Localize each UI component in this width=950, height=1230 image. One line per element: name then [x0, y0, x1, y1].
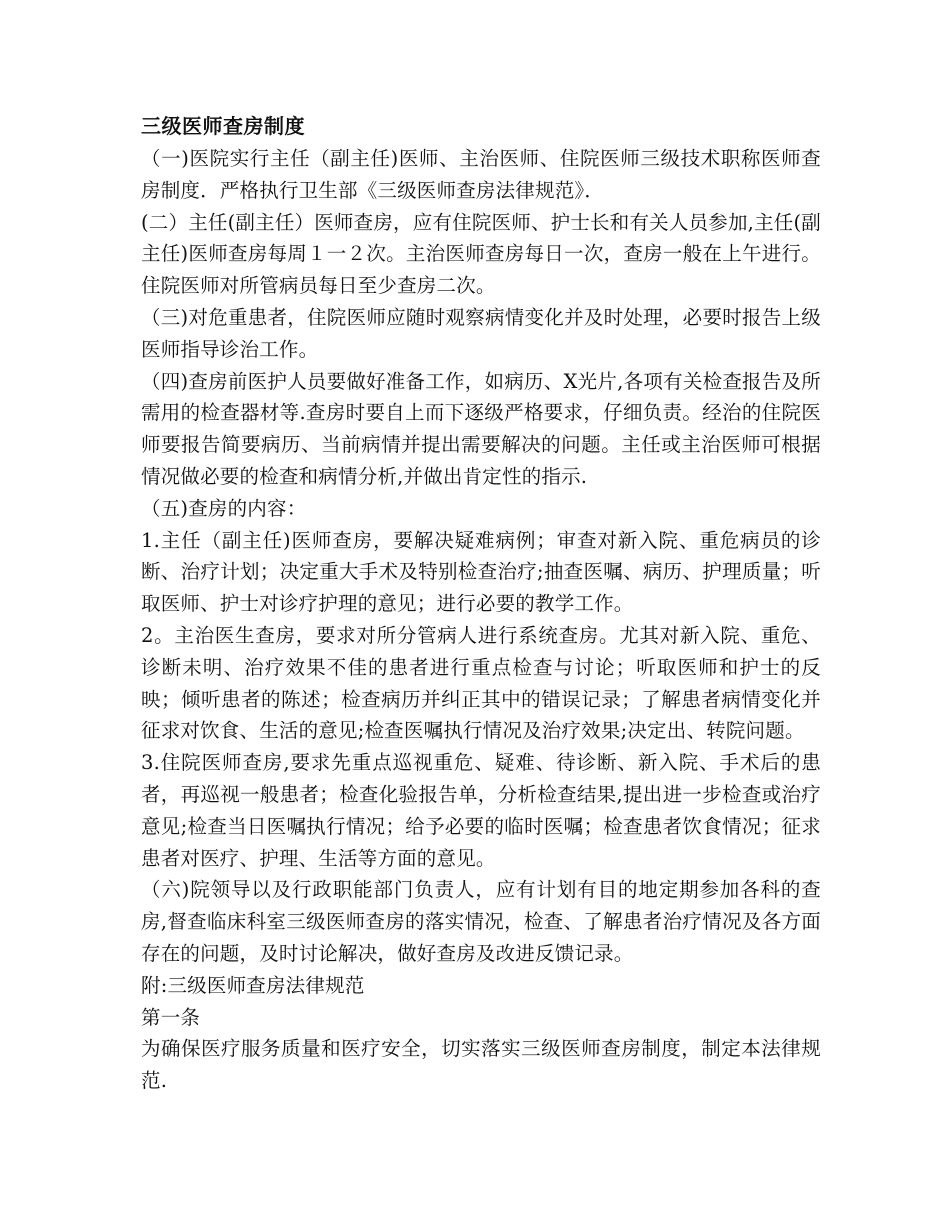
paragraph-4: （四)查房前医护人员要做好准备工作，如病历、X光片,各项有关检查报告及所需用的检查器材等.查房时要自上而下逐级严格要求，仔细负责。经治的住院医师要报告简要病历、当前病情并提出需要解决的问题。主任或主治医师可根据情况做必要的检查和病情分析,并做出肯定性的指示.: [141, 369, 821, 488]
paragraph-1: （一)医院实行主任（副主任)医师、主治医师、住院医师三级技术职称医师查房制度．严格执行卫生部《三级医师查房法律规范》．: [141, 147, 821, 202]
paragraph-9: （六)院领导以及行政职能部门负责人，应有计划有目的地定期参加各科的查房,督查临床科室三级医师查房的落实情况，检查、了解患者治疗情况及各方面存在的问题，及时讨论解决，做好查房及改进反馈记录。: [141, 878, 821, 965]
paragraph-8: 3.住院医师查房,要求先重点巡视重危、疑难、待诊断、新入院、手术后的患者，再巡视一般患者；检查化验报告单，分析检查结果,提出进一步检查或治疗意见;检查当日医嘱执行情况；给予必要的临时医嘱；检查患者饮食情况；征求患者对医疗、护理、生活等方面的意见。: [141, 751, 821, 870]
paragraph-3: （三)对危重患者，住院医师应随时观察病情变化并及时处理，必要时报告上级医师指导诊治工作。: [141, 305, 821, 361]
paragraph-2: (二）主任(副主任）医师查房，应有住院医师、护士长和有关人员参加,主任(副主任)医师查房每周１一２次。主治医师查房每日一次，查房一般在上午进行。住院医师对所管病员每日至少查房二次。: [141, 210, 821, 298]
document-title: 三级医师查房制度: [141, 114, 305, 138]
appendix-heading: 附:三级医师查房法律规范: [141, 973, 365, 997]
paragraph-6: 1.主任（副主任)医师查房，要解决疑难病例；审查对新入院、重危病员的诊断、治疗计划；决定重大手术及特别检查治疗;抽查医嘱、病历、护理质量；听取医师、护士对诊疗护理的意见；进行必要的教学工作。: [141, 528, 821, 616]
paragraph-5: （五)查房的内容：: [141, 496, 307, 520]
paragraph-7: 2。主治医生查房，要求对所分管病人进行系统查房。尤其对新入院、重危、诊断未明、治疗效果不佳的患者进行重点检查与讨论；听取医师和护士的反映；倾听患者的陈述；检查病历并纠正其中的错误记录；了解患者病情变化并征求对饮食、生活的意见;检查医嘱执行情况及治疗效果;决定出、转院问题。: [141, 623, 821, 743]
article-body: 为确保医疗服务质量和医疗安全，切实落实三级医师查房制度，制定本法律规范.: [141, 1037, 821, 1093]
document-page: [141, 112, 821, 1097]
article-heading: 第一条: [141, 1005, 201, 1029]
